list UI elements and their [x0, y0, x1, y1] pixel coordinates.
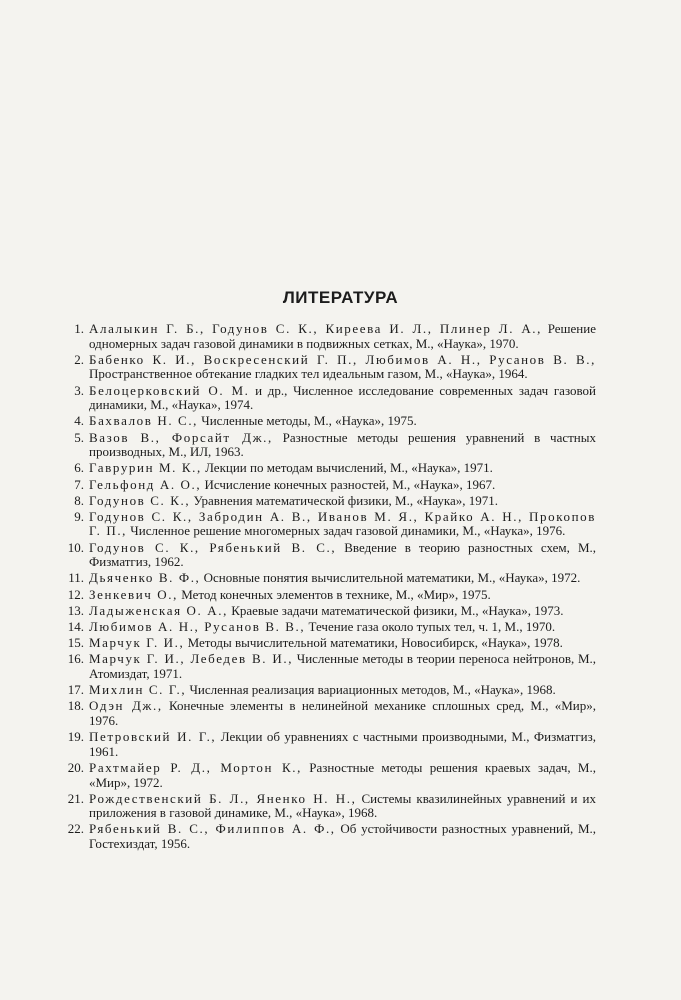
reference-number: 18.	[67, 698, 84, 714]
reference-text: Исчисление конечных разностей, М., «Наука», 1967.	[204, 476, 496, 492]
reference-text: Системы квазилинейных уравнений и их приложения в газовой динамике, М., «Наука», 1968.	[89, 790, 596, 821]
reference-authors: Ладыженская О. А.,	[89, 602, 228, 618]
reference-text: и др., Численное исследование современных задач газовой динамики, М., «Наука», 1974.	[89, 382, 597, 413]
reference-number: 20.	[67, 759, 84, 775]
reference-text: Разностные методы решения краевых задач, М., «Мир», 1972.	[89, 759, 596, 790]
reference-authors: Рябенький В. С., Филиппов А. Ф.,	[89, 821, 336, 837]
reference-authors: Одэн Дж.,	[89, 698, 163, 714]
reference-authors: Любимов А. Н., Русанов В. В.,	[89, 619, 306, 634]
reference-number: 16.	[67, 651, 84, 667]
reference-authors: Годунов С. К., Забродин А. В., Иванов М. Я., Крайко А. Н., Прокопов Г. П.,	[89, 508, 596, 539]
reference-item	[56, 478, 596, 493]
reference-authors: Бахвалов Н. С.,	[89, 413, 199, 429]
reference-text: Об устойчивости разностных уравнений, М., Гостехиздат, 1956.	[89, 821, 597, 852]
reference-number: 9.	[74, 508, 84, 524]
reference-authors: Алалыкин Г. Б., Годунов С. К., Киреева И. Л., Плинер Л. А.,	[89, 321, 543, 336]
reference-number: 14.	[67, 619, 84, 634]
reference-item	[56, 588, 596, 603]
reference-number: 22.	[67, 821, 84, 837]
reference-item	[56, 384, 596, 413]
reference-number: 19.	[67, 729, 84, 745]
reference-text: Численное решение многомерных задач газовой динамики, М., «Наука», 1976.	[130, 523, 566, 539]
reference-text: Введение в теорию разностных схем, М., Физматгиз, 1962.	[89, 539, 597, 570]
reference-text: Решение одномерных задач газовой динамики в подвижных сетках, М., «Наука», 1970.	[89, 321, 596, 351]
reference-text: Лекции об уравнениях с частными производными, М., Физматгиз, 1961.	[89, 729, 596, 759]
reference-authors: Гаврурин М. К.,	[89, 460, 202, 476]
reference-item	[56, 683, 596, 698]
reference-item	[56, 571, 596, 586]
reference-authors: Михлин С. Г.,	[89, 682, 187, 698]
reference-item	[56, 510, 596, 539]
reference-number: 8.	[74, 492, 84, 508]
reference-number: 17.	[67, 682, 84, 698]
reference-text: Метод конечных элементов в технике, М., «Мир», 1975.	[181, 586, 491, 602]
reference-number: 7.	[74, 476, 84, 492]
reference-number: 10.	[67, 539, 84, 555]
reference-item	[56, 792, 596, 821]
reference-item	[56, 461, 596, 476]
reference-item	[56, 353, 596, 382]
page-title: ЛИТЕРАТУРА	[282, 288, 399, 307]
reference-list	[56, 322, 596, 853]
reference-item	[56, 761, 596, 790]
reference-item	[56, 636, 596, 651]
reference-text: Численная реализация вариационных методов, М., «Наука», 1968.	[189, 682, 556, 698]
reference-item	[56, 652, 596, 681]
reference-number: 3.	[74, 382, 84, 398]
reference-text: Пространственное обтекание гладких тел идеальным газом, М., «Наука», 1964.	[89, 366, 528, 382]
reference-number: 6.	[74, 460, 84, 476]
reference-authors: Вазов В., Форсайт Дж.,	[89, 429, 273, 445]
reference-item	[56, 604, 596, 619]
reference-text: Конечные элементы в нелинейной механике сплошных сред, М., «Мир», 1976.	[89, 698, 596, 728]
reference-authors: Бабенко К. И., Воскресенский Г. П., Любимов А. Н., Русанов В. В.,	[89, 351, 596, 367]
reference-authors: Петровский И. Г.,	[89, 729, 217, 745]
reference-item	[56, 620, 596, 635]
reference-authors: Марчук Г. И.,	[89, 635, 185, 651]
reference-number: 21.	[67, 790, 84, 806]
reference-authors: Белоцерковский О. М.	[89, 382, 250, 398]
reference-item	[56, 730, 596, 759]
reference-authors: Рождественский Б. Л., Яненко Н. Н.,	[89, 790, 357, 806]
reference-text: Основные понятия вычислительной математики, М., «Наука», 1972.	[203, 570, 581, 586]
reference-text: Течение газа около тупых тел, ч. 1, М., 1970.	[308, 619, 556, 634]
reference-text: Разностные методы решения уравнений в частных производных, М., ИЛ, 1963.	[89, 429, 596, 460]
reference-authors: Дьяченко В. Ф.,	[89, 570, 201, 586]
reference-authors: Рахтмайер Р. Д., Мортон К.,	[89, 759, 302, 775]
reference-number: 4.	[74, 413, 84, 429]
reference-text: Численные методы, М., «Наука», 1975.	[201, 413, 417, 429]
reference-text: Уравнения математической физики, М., «Наука», 1971.	[193, 492, 498, 508]
reference-number: 2.	[74, 351, 84, 367]
reference-item	[56, 699, 596, 728]
reference-number: 1.	[74, 321, 84, 336]
reference-authors: Марчук Г. И., Лебедев В. И.,	[89, 651, 294, 667]
reference-authors: Годунов С. К., Рябенький В. С.,	[89, 539, 337, 555]
reference-item	[56, 414, 596, 429]
reference-text: Методы вычислительной математики, Новосибирск, «Наука», 1978.	[187, 635, 563, 651]
reference-number: 11.	[68, 570, 84, 586]
reference-authors: Зенкевич О.,	[89, 586, 178, 602]
reference-text: Краевые задачи математической физики, М., «Наука», 1973.	[231, 602, 564, 618]
reference-number: 15.	[67, 635, 84, 651]
reference-authors: Гельфонд А. О.,	[89, 476, 202, 492]
reference-item	[56, 431, 596, 460]
reference-item	[56, 822, 596, 851]
reference-item	[56, 541, 596, 570]
reference-text: Численные методы в теории переноса нейтронов, М., Атомиздат, 1971.	[89, 651, 597, 681]
reference-text: Лекции по методам вычислений, М., «Наука», 1971.	[205, 460, 493, 476]
reference-item	[56, 494, 596, 509]
reference-number: 13.	[67, 602, 84, 618]
reference-authors: Годунов С. К.,	[89, 492, 191, 508]
reference-item	[56, 322, 596, 351]
reference-number: 5.	[74, 429, 84, 445]
reference-number: 12.	[67, 586, 84, 602]
